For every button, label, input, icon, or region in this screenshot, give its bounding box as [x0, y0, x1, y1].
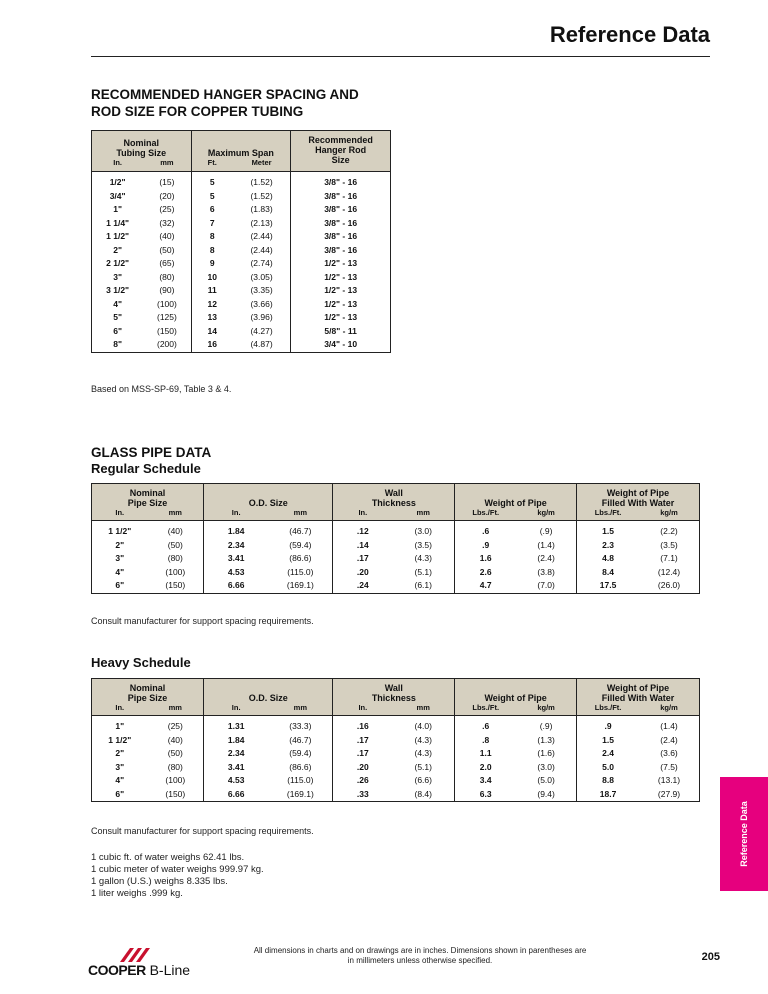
header-rule — [91, 56, 710, 57]
table-cell: (150) — [165, 580, 186, 590]
hanger-title-line1: RECOMMENDED HANGER SPACING AND — [91, 87, 359, 102]
col-weight-pipe: Weight of Pipe — [455, 484, 577, 509]
table-row — [92, 747, 700, 761]
table-cell: (50) — [167, 748, 183, 758]
water-note-line: 1 cubic meter of water weighs 999.97 kg. — [91, 864, 264, 875]
table-cell: 6.66 — [204, 788, 269, 802]
side-tab-label: Reference Data — [739, 801, 749, 867]
table-cell: 6" — [113, 325, 123, 336]
table-cell: 3/8" - 16 — [291, 172, 391, 190]
table-cell: (33.3) — [289, 721, 312, 731]
table-cell: (13.1) — [657, 775, 681, 785]
logo-mark-icon — [116, 944, 156, 962]
table-cell: (40) — [167, 734, 183, 745]
table-cell: 3/4" — [109, 190, 126, 201]
table-cell: (169.1) — [286, 788, 314, 799]
table-cell: 3.41 — [204, 761, 269, 775]
page-title: Reference Data — [549, 22, 710, 47]
table-cell: (25) — [159, 204, 175, 214]
col-nominal-pipe: Nominal Pipe Size — [92, 679, 204, 704]
heavy-schedule-title: Heavy Schedule — [91, 655, 191, 670]
table-cell: 6 — [191, 203, 233, 217]
table-cell: 1/2" - 13 — [291, 311, 391, 325]
unit-in: In. — [333, 703, 392, 716]
table-cell: (1.83) — [250, 204, 273, 214]
table-row — [92, 217, 391, 231]
table-cell: 2.34 — [204, 747, 269, 761]
unit-in: In. — [92, 158, 144, 172]
hanger-title-line2: ROD SIZE FOR COPPER TUBING — [91, 104, 304, 119]
table-cell: (25) — [167, 721, 183, 731]
table-cell: .9 — [455, 539, 516, 553]
hanger-spacing-table — [91, 130, 391, 353]
table-cell: (50) — [159, 244, 175, 255]
table-cell: (.9) — [539, 526, 553, 536]
table-cell: 8" — [113, 339, 123, 349]
table-cell: 6" — [115, 580, 125, 590]
table-cell: (9.4) — [537, 788, 555, 799]
table-row — [92, 761, 700, 775]
table-cell: 3/4" - 10 — [291, 338, 391, 352]
cooper-bline-logo — [88, 944, 208, 980]
table-cell: 2" — [115, 539, 125, 550]
table-cell: 3/8" - 16 — [291, 203, 391, 217]
regular-note: Consult manufacturer for support spacing requirements. — [91, 616, 314, 626]
table-cell: 5 — [191, 190, 233, 204]
unit-ft: Ft. — [191, 158, 233, 172]
water-note-line: 1 gallon (U.S.) weighs 8.335 lbs. — [91, 876, 228, 887]
table-cell: (2.44) — [250, 244, 273, 255]
table-cell: .24 — [333, 579, 392, 593]
table-cell: (1.6) — [537, 748, 555, 758]
table-cell: (115.0) — [287, 566, 314, 577]
table-cell: 4.53 — [204, 566, 269, 580]
table-cell: (.9) — [539, 721, 553, 731]
logo-product: B-Line — [149, 962, 191, 978]
table-cell: (50) — [167, 539, 183, 550]
table-cell: (12.4) — [657, 566, 681, 577]
table-cell: .33 — [333, 788, 392, 802]
logo-brand: COOPER — [88, 962, 146, 978]
table-row — [92, 338, 391, 352]
table-cell: .14 — [333, 539, 392, 553]
table-cell: 13 — [191, 311, 233, 325]
table-cell: (3.05) — [250, 271, 273, 282]
table-cell: (3.35) — [250, 285, 273, 295]
section-side-tab[interactable] — [720, 777, 768, 891]
logo-wordmark — [88, 962, 190, 978]
table-cell: (7.1) — [660, 553, 678, 563]
table-cell: (2.4) — [660, 734, 678, 745]
col-weight-pipe: Weight of Pipe — [455, 679, 577, 704]
table-row — [92, 579, 700, 593]
table-cell: 1.5 — [577, 521, 640, 539]
table-cell: 1" — [113, 204, 123, 214]
table-cell: (27.9) — [657, 788, 681, 799]
table-row — [92, 566, 700, 580]
table-cell: (40) — [159, 231, 175, 241]
table-cell: 1 1/2" — [108, 734, 132, 745]
table-cell: .9 — [577, 716, 640, 734]
table-cell: 11 — [191, 284, 233, 298]
unit-mm: mm — [143, 158, 191, 172]
table-cell: (2.13) — [250, 217, 273, 228]
table-cell: (1.4) — [537, 539, 555, 550]
water-note-line: 1 liter weighs .999 kg. — [91, 888, 183, 899]
table-cell: (2.2) — [660, 526, 678, 536]
table-cell: 1.84 — [204, 521, 269, 539]
unit-mm: mm — [148, 703, 204, 716]
table-cell: (4.27) — [250, 325, 273, 336]
table-cell: 5 — [191, 172, 233, 190]
table-cell: 2" — [113, 244, 123, 255]
table-cell: (2.74) — [250, 258, 273, 268]
table-cell: (2.4) — [537, 553, 555, 563]
table-cell: (200) — [156, 339, 177, 349]
table-cell: (150) — [165, 788, 186, 799]
table-cell: .12 — [333, 521, 392, 539]
table-cell: 18.7 — [577, 788, 640, 802]
table-cell: (3.8) — [537, 566, 555, 577]
table-cell: .26 — [333, 774, 392, 788]
unit-in: In. — [92, 508, 148, 521]
table-cell: (6.6) — [414, 775, 432, 785]
table-cell: 1.84 — [204, 734, 269, 748]
table-cell: (3.0) — [414, 526, 432, 536]
table-cell: (1.3) — [537, 734, 555, 745]
table-cell: 4.53 — [204, 774, 269, 788]
table-cell: (100) — [165, 775, 186, 785]
table-row — [92, 311, 391, 325]
table-cell: 14 — [191, 325, 233, 339]
table-row — [92, 190, 391, 204]
table-row — [92, 298, 391, 312]
table-cell: 4.7 — [455, 579, 516, 593]
table-cell: 8 — [191, 230, 233, 244]
footer-dimensions-note: All dimensions in charts and on drawings are in inches. Dimensions shown in parentheses are in millimeters unless otherwise specified. — [253, 946, 587, 965]
table-cell: (2.44) — [250, 231, 273, 241]
table-cell: 6.66 — [204, 579, 269, 593]
unit-in: In. — [92, 703, 148, 716]
unit-kgm: kg/m — [639, 703, 699, 716]
table-cell: 3 1/2" — [106, 285, 130, 295]
table-cell: (1.52) — [250, 190, 273, 201]
table-cell: 1/2" - 13 — [291, 257, 391, 271]
table-cell: 2" — [115, 748, 125, 758]
table-cell: .20 — [333, 761, 392, 775]
table-cell: (86.6) — [289, 761, 312, 772]
table-cell: 1/2" — [109, 177, 126, 187]
table-cell: 2.6 — [455, 566, 516, 580]
table-row — [92, 284, 391, 298]
table-row — [92, 203, 391, 217]
table-row — [92, 539, 700, 553]
table-cell: (4.87) — [250, 339, 273, 349]
table-cell: 1.1 — [455, 747, 516, 761]
table-cell: 1 1/2" — [108, 526, 132, 536]
table-cell: (7.0) — [537, 580, 555, 590]
table-cell: (4.3) — [414, 734, 432, 745]
table-cell: 1 1/4" — [106, 217, 130, 228]
water-note-line: 1 cubic ft. of water weighs 62.41 lbs. — [91, 852, 245, 863]
col-nominal-pipe: Nominal Pipe Size — [92, 484, 204, 509]
table-cell: (3.5) — [414, 539, 432, 550]
col-weight-water: Weight of Pipe Filled With Water — [577, 484, 700, 509]
table-cell: 9 — [191, 257, 233, 271]
table-cell: (100) — [165, 566, 186, 577]
hanger-section-title — [91, 86, 359, 120]
table-cell: 4.8 — [577, 552, 640, 566]
glass-section-title: GLASS PIPE DATA — [91, 445, 212, 460]
table-cell: (15) — [159, 177, 175, 187]
table-cell: .8 — [455, 734, 516, 748]
table-cell: (5.1) — [414, 761, 432, 772]
table-cell: (59.4) — [289, 539, 312, 550]
table-row — [92, 774, 700, 788]
unit-mm: mm — [268, 703, 333, 716]
table-cell: (1.4) — [660, 721, 678, 731]
unit-mm: mm — [392, 703, 455, 716]
table-cell: 1 1/2" — [106, 231, 130, 241]
table-cell: 5.0 — [577, 761, 640, 775]
unit-mm: mm — [268, 508, 333, 521]
table-cell: (8.4) — [414, 788, 432, 799]
table-cell: (32) — [159, 217, 175, 228]
col-hanger-rod: Recommended Hanger Rod Size — [291, 131, 391, 172]
unit-kgm: kg/m — [516, 703, 576, 716]
table-row — [92, 521, 700, 539]
table-cell: (46.7) — [289, 734, 312, 745]
col-weight-water: Weight of Pipe Filled With Water — [577, 679, 700, 704]
table-cell: 2.34 — [204, 539, 269, 553]
table-cell: (115.0) — [287, 775, 314, 785]
table-cell: 8 — [191, 244, 233, 258]
table-row — [92, 172, 391, 190]
table-row — [92, 716, 700, 734]
table-cell: 4" — [113, 298, 123, 309]
unit-lbsft: Lbs./Ft. — [455, 703, 516, 716]
table-cell: (6.1) — [414, 580, 432, 590]
table-cell: 3/8" - 16 — [291, 190, 391, 204]
table-cell: (150) — [156, 325, 177, 336]
table-cell: 3" — [115, 553, 125, 563]
table-cell: 2.4 — [577, 747, 640, 761]
table-row — [92, 734, 700, 748]
table-cell: (80) — [159, 271, 175, 282]
table-cell: 3/8" - 16 — [291, 244, 391, 258]
table-cell: .17 — [333, 552, 392, 566]
table-cell: 3/8" - 16 — [291, 217, 391, 231]
table-cell: 5/8" - 11 — [291, 325, 391, 339]
table-cell: (1.52) — [250, 177, 273, 187]
table-cell: 8.4 — [577, 566, 640, 580]
table-row — [92, 271, 391, 285]
table-cell: .17 — [333, 734, 392, 748]
table-cell: .6 — [455, 521, 516, 539]
table-cell: (80) — [167, 761, 183, 772]
table-cell: 1.5 — [577, 734, 640, 748]
table-cell: .16 — [333, 716, 392, 734]
unit-mm: mm — [148, 508, 204, 521]
table-cell: 1/2" - 13 — [291, 298, 391, 312]
table-cell: (3.5) — [660, 539, 678, 550]
unit-lbsft: Lbs./Ft. — [455, 508, 516, 521]
unit-in: In. — [204, 508, 269, 521]
hanger-note: Based on MSS-SP-69, Table 3 & 4. — [91, 384, 232, 394]
table-row — [92, 244, 391, 258]
table-cell: (86.6) — [289, 553, 312, 563]
col-nominal-tubing: Nominal Tubing Size — [92, 131, 192, 158]
table-cell: 8.8 — [577, 774, 640, 788]
table-cell: 4" — [115, 775, 125, 785]
table-cell: 2 1/2" — [106, 258, 130, 268]
table-cell: 1/2" - 13 — [291, 271, 391, 285]
table-cell: 5" — [113, 312, 123, 322]
table-cell: (3.96) — [250, 312, 273, 322]
col-od-size: O.D. Size — [204, 484, 333, 509]
table-cell: (65) — [159, 258, 175, 268]
table-row — [92, 325, 391, 339]
table-cell: (3.0) — [537, 761, 555, 772]
table-cell: 3" — [115, 761, 125, 772]
table-cell: 6" — [115, 788, 125, 799]
table-cell: 1.31 — [204, 716, 269, 734]
table-cell: (4.0) — [414, 721, 432, 731]
table-cell: 1/2" - 13 — [291, 284, 391, 298]
heavy-schedule-table — [91, 678, 700, 802]
table-cell: (20) — [159, 190, 175, 201]
table-cell: 1.6 — [455, 552, 516, 566]
table-cell: 2.3 — [577, 539, 640, 553]
table-cell: .6 — [455, 716, 516, 734]
unit-lbsft: Lbs./Ft. — [577, 508, 640, 521]
table-cell: (46.7) — [289, 526, 312, 536]
table-row — [92, 552, 700, 566]
table-cell: (90) — [159, 285, 175, 295]
table-cell: (7.5) — [660, 761, 678, 772]
table-row — [92, 788, 700, 802]
table-cell: (169.1) — [286, 580, 314, 590]
table-cell: (26.0) — [657, 580, 681, 590]
table-cell: 17.5 — [577, 579, 640, 593]
table-cell: (3.6) — [660, 748, 678, 758]
table-cell: (100) — [156, 298, 177, 309]
table-cell: (80) — [167, 553, 183, 563]
unit-mm: mm — [392, 508, 455, 521]
table-cell: 3.41 — [204, 552, 269, 566]
table-row — [92, 257, 391, 271]
table-cell: 2.0 — [455, 761, 516, 775]
table-cell: .17 — [333, 747, 392, 761]
col-wall-thickness: Wall Thickness — [333, 679, 455, 704]
table-cell: (5.1) — [414, 566, 432, 577]
table-cell: (40) — [167, 526, 183, 536]
page-number: 205 — [701, 951, 720, 963]
table-cell: 3/8" - 16 — [291, 230, 391, 244]
col-od-size: O.D. Size — [204, 679, 333, 704]
table-cell: (4.3) — [414, 748, 432, 758]
table-cell: 1" — [115, 721, 125, 731]
table-cell: (125) — [156, 312, 177, 322]
table-cell: 3.4 — [455, 774, 516, 788]
table-cell: 3" — [113, 271, 123, 282]
col-max-span: Maximum Span — [191, 131, 291, 158]
table-cell: (3.66) — [250, 298, 273, 309]
regular-schedule-title: Regular Schedule — [91, 461, 201, 476]
unit-in: In. — [204, 703, 269, 716]
table-cell: 12 — [191, 298, 233, 312]
table-cell: .20 — [333, 566, 392, 580]
table-cell: 6.3 — [455, 788, 516, 802]
table-cell: 10 — [191, 271, 233, 285]
unit-meter: Meter — [233, 158, 291, 172]
unit-lbsft: Lbs./Ft. — [577, 703, 640, 716]
unit-kgm: kg/m — [516, 508, 576, 521]
table-cell: 4" — [115, 566, 125, 577]
table-cell: 7 — [191, 217, 233, 231]
heavy-note: Consult manufacturer for support spacing requirements. — [91, 826, 314, 836]
unit-in: In. — [333, 508, 392, 521]
water-weight-notes — [91, 852, 264, 900]
regular-schedule-table — [91, 483, 700, 594]
col-wall-thickness: Wall Thickness — [333, 484, 455, 509]
table-cell: (5.0) — [537, 775, 555, 785]
table-cell: 16 — [191, 338, 233, 352]
table-cell: (59.4) — [289, 748, 312, 758]
table-row — [92, 230, 391, 244]
unit-kgm: kg/m — [639, 508, 699, 521]
table-cell: (4.3) — [414, 553, 432, 563]
